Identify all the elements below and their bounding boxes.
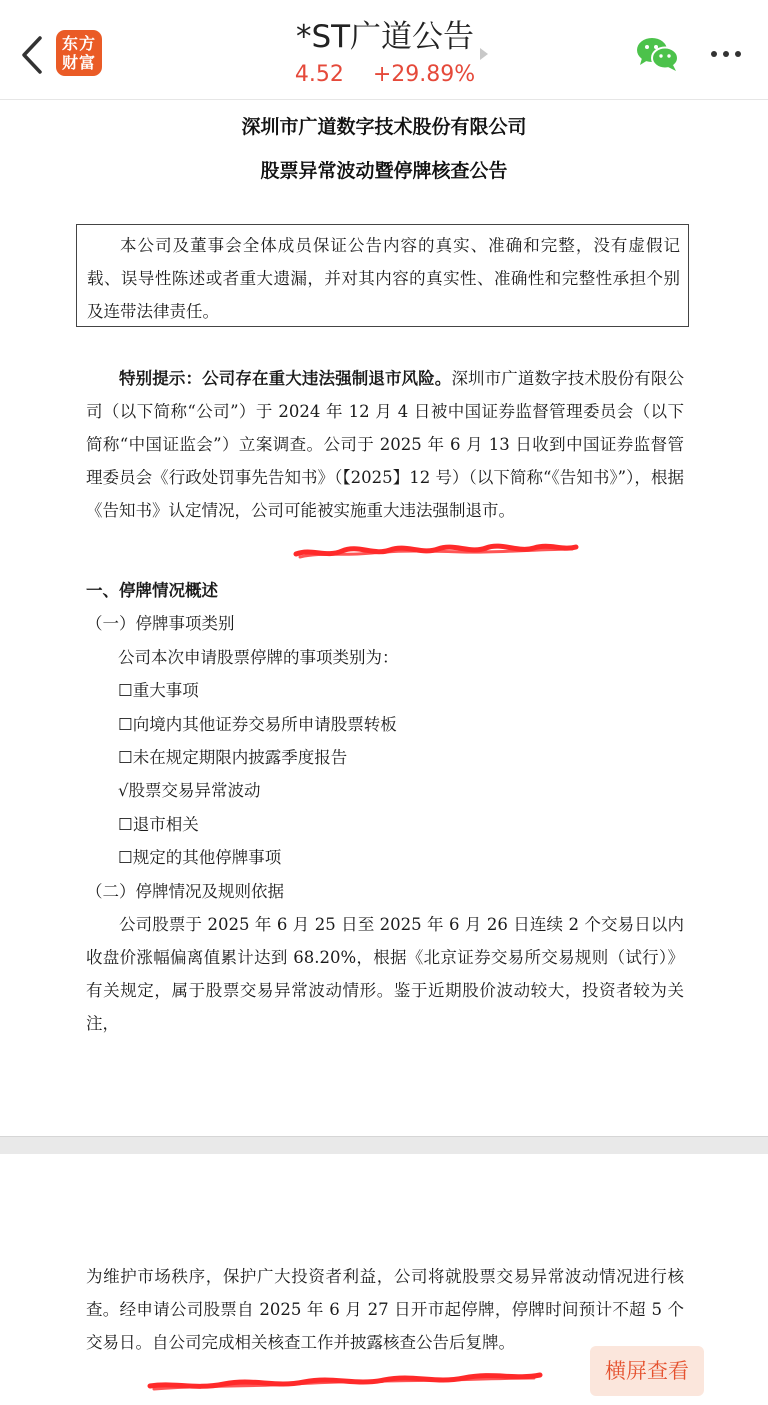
stock-price: 4.52	[294, 62, 344, 87]
red-underline-annotation	[292, 540, 582, 564]
page-title: *ST广道公告	[295, 19, 475, 55]
wechat-icon[interactable]	[636, 36, 680, 72]
chevron-left-icon[interactable]	[14, 30, 50, 80]
stock-title-block[interactable]	[200, 16, 570, 87]
section1-title: 一、停牌情况概述	[86, 581, 218, 600]
category-item: ☐规定的其他停牌事项	[118, 848, 282, 867]
disclaimer-box	[76, 224, 689, 327]
red-underline-annotation	[144, 1366, 546, 1396]
page-separator	[0, 1136, 768, 1154]
special-notice-bold: 特别提示：公司存在重大违法强制退市风险。	[119, 369, 452, 388]
special-notice	[86, 362, 684, 527]
app-logo: 东方 财富	[56, 30, 102, 76]
announcement-title: 股票异常波动暨停牌核查公告	[260, 160, 508, 182]
category-item: ☐向境内其他证券交易所申请股票转板	[118, 715, 397, 734]
sub1-title: （一）停牌事项类别	[86, 614, 235, 633]
category-item: ☐重大事项	[118, 681, 199, 700]
rule-paragraph: 公司股票于 2025 年 6 月 25 日至 2025 年 6 月 26 日连续 2 个交易日以内收盘价涨幅偏离值累计达到 68.20%，根据《北京证券交易所交易规则（试行）》有关规定，属于股票交易异常波动情形。鉴于近期股价波动较大，投资者较为关注，	[86, 915, 684, 1033]
category-item: ☐退市相关	[118, 815, 199, 834]
next-page-paragraph: 为维护市场秩序，保护广大投资者利益，公司将就股票交易异常波动情况进行核查。经申请公司股票自 2025 年 6 月 27 日开市起停牌，停牌时间预计不超 5 个交易日。自公司完成相关核查工作并披露核查公告后复牌。	[86, 1267, 684, 1352]
category-item: ☐未在规定期限内披露季度报告	[118, 748, 348, 767]
sub1-intro: 公司本次申请股票停牌的事项类别为：	[118, 648, 399, 667]
company-name: 深圳市广道数字技术股份有限公司	[241, 116, 527, 138]
category-item-checked: √股票交易异常波动	[118, 781, 261, 800]
stock-quote	[200, 62, 570, 87]
stock-change: +29.89%	[372, 62, 476, 87]
caret-right-icon[interactable]	[478, 46, 490, 62]
more-icon[interactable]	[708, 42, 744, 66]
special-notice-body: 深圳市广道数字技术股份有限公司（以下简称“公司”）于 2024 年 12 月 4 日被中国证券监督管理委员会（以下简称“中国证监会”）立案调查。公司于 2025 年 6 月 13 日收到中国证券监督管理委员会《行政处罚事先告知书》（【2025】12 号）（以下简称“《告知书》”），根据《告知书》认定情况，公司可能被实施重大违法强制退市。	[86, 369, 685, 520]
app-header	[0, 0, 768, 100]
sub2-title: （二）停牌情况及规则依据	[86, 882, 284, 901]
landscape-view-button[interactable]: 横屏查看	[590, 1346, 704, 1396]
disclaimer-text: 本公司及董事会全体成员保证公告内容的真实、准确和完整，没有虚假记载、误导性陈述或者重大遗漏，并对其内容的真实性、准确性和完整性承担个别及连带法律责任。	[87, 236, 680, 321]
